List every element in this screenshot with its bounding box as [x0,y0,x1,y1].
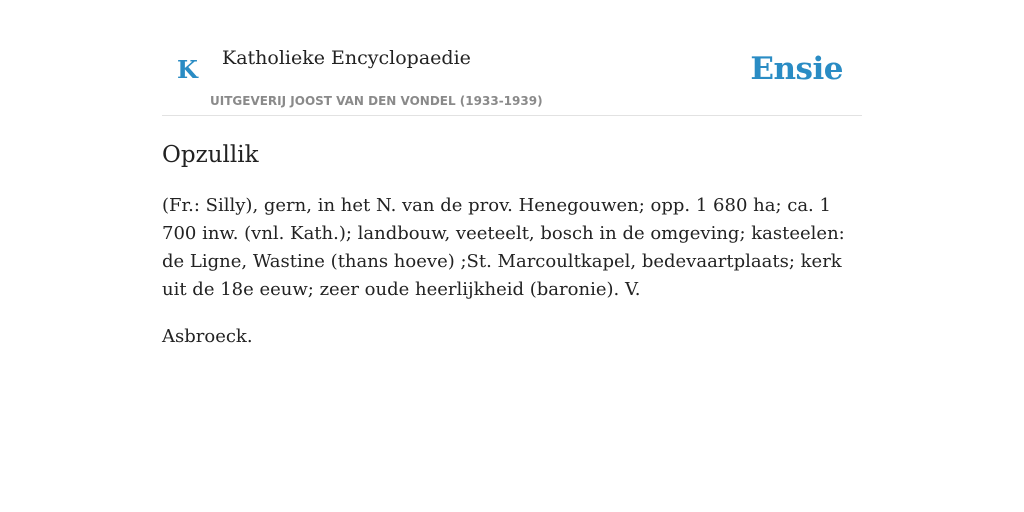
article [162,136,862,351]
encyclopedia-title-link[interactable]: Katholieke Encyclopaedie [222,47,471,69]
article-author: Asbroeck. [162,326,253,347]
ensie-logo-link[interactable]: Ensie [750,51,843,87]
article-title: Opzullik [162,142,259,168]
publisher-label: UITGEVERIJ JOOST VAN DEN VONDEL (1933-1939) [210,94,543,108]
article-body: (Fr.: Silly), gern, in het N. van de prov. Henegouwen; opp. 1 680 ha; ca. 1 700 inw. (vnl. Kath.); landbouw, veeteelt, bosch in de omgeving; kasteelen: de Ligne, Wastine (thans hoeve) ;St. Marcoultkapel, bedevaartplaats; kerk uit de 18e eeuw; zeer oude heerlijkheid (baronie). V. [162,195,845,300]
encyclopedia-logo[interactable]: K [177,55,198,84]
site-header [162,0,862,116]
